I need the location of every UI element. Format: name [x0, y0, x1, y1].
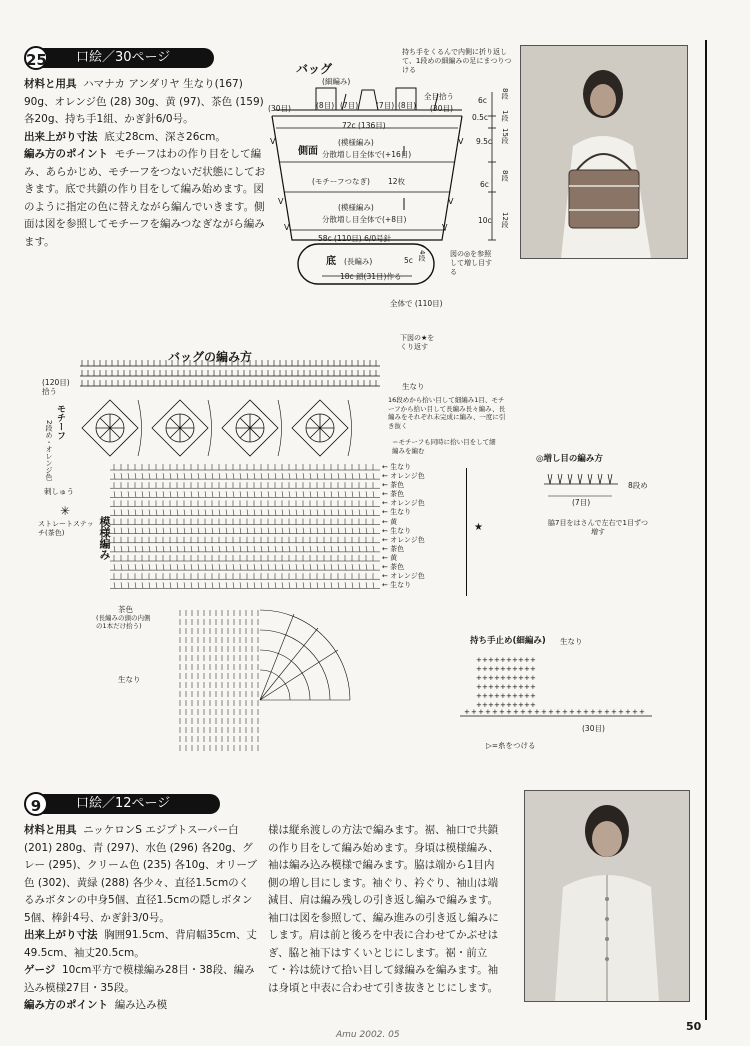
pattern-9-col-right [268, 822, 502, 997]
svg-text:+: + [530, 665, 536, 673]
row-color-label: ← 黄 [382, 553, 398, 562]
row-color-list [382, 463, 448, 590]
svg-text:+: + [471, 708, 477, 716]
svg-text:+: + [524, 656, 530, 664]
svg-text:+: + [494, 665, 500, 673]
svg-text:+: + [576, 708, 582, 716]
increase-seven: (7目) [572, 498, 591, 507]
straight-stitch-icon: ✳ [60, 504, 71, 518]
pieces-label: 12枚 [388, 177, 406, 186]
row-color-label: ← オレンジ色 [382, 535, 425, 544]
handle-label: (細編み) [322, 77, 351, 86]
svg-text:+: + [534, 708, 540, 716]
svg-text:+: + [512, 674, 518, 682]
handle-chart-svg [460, 650, 660, 730]
svg-text:+: + [639, 708, 645, 716]
dim-3: 9.5c [476, 137, 493, 146]
note-motif-text: ＝モチーフも同時に拾い目をして細編みを編む [392, 438, 496, 455]
bottom-stitch-label: (長編み) [344, 257, 373, 266]
pattern-9-number: 9 [24, 792, 48, 816]
kinari-bottom-label: 生なり [118, 675, 141, 684]
bag-photo-figure [521, 46, 687, 258]
chart-main-title: バッグの編み方 [168, 350, 253, 364]
cardigan-photo [524, 790, 690, 1002]
svg-text:+: + [524, 683, 530, 691]
bag-photo [520, 45, 688, 259]
p9-gauge-text: 10cm平方で模様編み28目・38段、編み込み模様27目・35段。 [24, 964, 255, 994]
svg-text:+: + [485, 708, 491, 716]
svg-text:+: + [476, 674, 482, 682]
svg-text:+: + [530, 656, 536, 664]
svg-text:+: + [500, 692, 506, 700]
pattern-9-header-text: 口絵／12ページ [76, 796, 171, 811]
row-color-label: ← 生なり [382, 581, 412, 590]
row-color-label: ← オレンジ色 [382, 499, 425, 508]
svg-text:+: + [597, 708, 603, 716]
materials-text: ハマナカ アンダリヤ 生なり(167) 90g、オレンジ色 (28) 30g、黄 (97)、茶色 (159) 各20g、持ち手1組、かぎ針6/0号。 [24, 78, 264, 125]
pattern-25-number: 25 [24, 46, 48, 70]
row-5: 12段 [501, 212, 509, 228]
top-left-count: (30目) [268, 104, 291, 113]
svg-text:+: + [506, 692, 512, 700]
svg-text:+: + [500, 665, 506, 673]
row-120-label: (120目)拾う [42, 378, 70, 396]
top-right-count: (30目) [430, 104, 453, 113]
row-color-label: ← オレンジ色 [382, 472, 425, 481]
row-color-label: ← 茶色 [382, 563, 405, 572]
size-label: 出来上がり寸法 [24, 130, 98, 143]
svg-text:+: + [488, 692, 494, 700]
svg-text:+: + [476, 692, 482, 700]
seven-count-b: (7目) [376, 101, 395, 110]
handle-chart-kinari: 生なり [560, 637, 583, 646]
p9-materials-label: 材料と用具 [24, 824, 77, 836]
svg-text:+: + [482, 692, 488, 700]
svg-text:+: + [476, 665, 482, 673]
svg-text:+: + [488, 683, 494, 691]
main-chart-svg [70, 330, 400, 760]
motif-join-label: (モチーフつなぎ) [312, 177, 370, 186]
row-3: 15段 [501, 128, 509, 144]
svg-text:+: + [488, 701, 494, 709]
chart-bottom-note [96, 614, 154, 630]
svg-text:+: + [512, 701, 518, 709]
star-bracket [466, 468, 467, 596]
four-rows-label: 4段 [418, 250, 426, 262]
row-color-label: ← 生なり [382, 508, 412, 517]
increase-16-label: 分散増し目全体で(+16目) [322, 150, 412, 159]
svg-text:+: + [524, 701, 530, 709]
svg-text:+: + [500, 683, 506, 691]
pattern-25-header-text: 口絵／30ページ [76, 50, 171, 65]
top-note-text: 下図の★をくり返す [400, 334, 435, 351]
svg-text:+: + [500, 674, 506, 682]
svg-text:V: V [270, 137, 276, 146]
svg-text:+: + [494, 692, 500, 700]
svg-text:+: + [506, 683, 512, 691]
svg-text:+: + [506, 674, 512, 682]
handle-chart-thirty: (30目) [582, 724, 605, 733]
points-label: 編み方のポイント [24, 148, 108, 160]
svg-text:V: V [284, 223, 290, 232]
svg-text:+: + [524, 674, 530, 682]
svg-text:+: + [512, 692, 518, 700]
increase-8-label: 分散増し目全体で(+8目) [322, 215, 407, 224]
svg-text:+: + [492, 708, 498, 716]
svg-text:+: + [494, 674, 500, 682]
svg-text:+: + [618, 708, 624, 716]
row-color-label: ← 生なり [382, 463, 412, 471]
chart-bottom-note-text: (長編みの頭の内側の1本だけ拾う) [96, 614, 151, 630]
p9-points-text-b: 様は縦糸渡しの方法で編みます。裾、袖口で共鎖の作り目をして編み始めます。身頃は模様編み、袖は編み込み模様で編みます。脇は端から1目内側の増し目にします。袖ぐり、衿ぐり、袖山は端減目、肩は編み残しの引き返し編みで編みます。袖口は図を参照して、編み進みの引き返し編みにします。肩は前と後ろを中表に合わせてかぶせはぎ、脇と袖下はすくいとじにします。裾・前立て・衿は続けて拾い目して縁編みを編みます。袖は身頃と中表に合わせて引き抜きとじにします。 [268, 824, 499, 994]
svg-text:+: + [506, 665, 512, 673]
row-2: 1段 [501, 110, 509, 122]
pattern-25-header-bar [40, 48, 214, 68]
svg-text:+: + [518, 665, 524, 673]
svg-text:+: + [464, 708, 470, 716]
svg-text:+: + [500, 701, 506, 709]
svg-text:+: + [524, 665, 530, 673]
svg-text:+: + [632, 708, 638, 716]
svg-text:+: + [494, 656, 500, 664]
svg-text:+: + [512, 656, 518, 664]
svg-text:V: V [448, 197, 454, 206]
svg-text:+: + [518, 674, 524, 682]
eight-count-b: (8目) [398, 101, 417, 110]
points-text: モチーフはわの作り目をして編み、あらかじめ、モチーフをつないだ状態にしておきます。底で共鎖の作り目をして編み始めます。図のように指定の色に替えながら編んでいきます。側面は図を参照してモチーフを編みつなぎながら編みます。 [24, 148, 266, 248]
pattern-stitch-label: (模様編み) [338, 138, 374, 147]
svg-text:+: + [506, 701, 512, 709]
increase-row8: 8段め [628, 481, 648, 490]
svg-text:V: V [278, 197, 284, 206]
p9-points-label: 編み方のポイント [24, 999, 108, 1011]
bottom-note-text: 図の◎を参照して増し目する [450, 250, 492, 276]
svg-text:+: + [611, 708, 617, 716]
handle-tab-3 [358, 90, 378, 110]
eight-count-a: (8目) [316, 101, 335, 110]
bag-diagram-title: バッグ [296, 62, 333, 76]
pattern-9-col-left [24, 822, 258, 1015]
svg-text:+: + [527, 708, 533, 716]
svg-text:+: + [500, 656, 506, 664]
svg-text:+: + [530, 674, 536, 682]
row-color-label: ← 茶色 [382, 481, 405, 490]
svg-text:+: + [482, 683, 488, 691]
svg-text:+: + [518, 683, 524, 691]
svg-text:+: + [604, 708, 610, 716]
svg-text:+: + [476, 701, 482, 709]
footer-page-number: 50 [686, 1020, 702, 1033]
svg-text:+: + [518, 701, 524, 709]
dim-5: 10c [478, 216, 492, 225]
footer-imprint: Amu 2002. 05 [336, 1030, 400, 1040]
svg-text:+: + [488, 674, 494, 682]
bottom-width-label: 58c (110目) 6/0号針 [318, 234, 392, 243]
svg-text:+: + [476, 683, 482, 691]
row-color-label: ← オレンジ色 [382, 572, 425, 581]
p9-points-text-a: 編み込み模 [114, 999, 168, 1011]
svg-text:+: + [541, 708, 547, 716]
p9-size-text: 胸囲91.5cm、背肩幅35cm、丈49.5cm、袖丈20.5cm。 [24, 929, 257, 959]
kinari-top-label: 生なり [402, 382, 425, 391]
note-motif [392, 438, 502, 455]
svg-text:+: + [530, 701, 536, 709]
pattern-9-header [24, 792, 220, 816]
note-16-text: 16段めから拾い目して細編み1目、モチーフから拾い目して長編み長々編み、長編みをそれぞれ未完成に編み、一度に引き抜く [388, 396, 506, 430]
svg-text:+: + [530, 692, 536, 700]
motif-label: モチーフ [55, 404, 65, 440]
materials-label: 材料と用具 [24, 78, 77, 90]
row-color-label: ← 茶色 [382, 490, 405, 499]
svg-text:+: + [482, 665, 488, 673]
size-text: 底丈28cm、深さ26cm。 [104, 130, 226, 143]
svg-text:+: + [569, 708, 575, 716]
top-width: 72c (136目) [342, 121, 386, 130]
svg-text:+: + [488, 656, 494, 664]
p9-size-label: 出来上がり寸法 [24, 929, 98, 941]
pattern-25-header [24, 46, 214, 70]
svg-text:+: + [520, 708, 526, 716]
svg-text:+: + [482, 656, 488, 664]
svg-text:+: + [506, 656, 512, 664]
svg-text:+: + [506, 708, 512, 716]
svg-text:+: + [583, 708, 589, 716]
note-16 [388, 396, 506, 430]
increase-title: ◎増し目の編み方 [536, 454, 603, 464]
straight-stitch-label [38, 520, 98, 538]
star-mark: ★ [474, 522, 483, 533]
svg-text:V: V [442, 223, 448, 232]
svg-text:+: + [494, 683, 500, 691]
svg-text:+: + [562, 708, 568, 716]
svg-text:+: + [476, 656, 482, 664]
pattern-stitch-label-2: (模様編み) [338, 203, 374, 212]
chain-start-label: 18c 鎖(31目)作る [340, 272, 402, 281]
svg-text:+: + [555, 708, 561, 716]
bottom-note [450, 250, 492, 277]
pattern-9-header-bar [40, 794, 220, 814]
five-c-label: 5c [404, 256, 413, 265]
svg-text:+: + [482, 701, 488, 709]
pattern-label: 模様編み [98, 516, 111, 560]
increase-note-text: 脇7目をはさんで左右で1目ずつ増す [548, 519, 648, 536]
dim-4: 6c [480, 180, 489, 189]
bottom-label: 底 [326, 256, 336, 267]
svg-text:+: + [499, 708, 505, 716]
tea-color-label: 茶色 [118, 605, 133, 614]
increase-note [548, 519, 648, 537]
row-color-label: ← 生なり [382, 526, 412, 535]
dim-1: 6c [478, 96, 487, 105]
svg-text:+: + [513, 708, 519, 716]
svg-text:+: + [548, 708, 554, 716]
svg-text:+: + [625, 708, 631, 716]
svg-text:+: + [590, 708, 596, 716]
whole-count-label: 全体で (110目) [390, 299, 443, 308]
handle-chart-legend: ▷=糸をつける [486, 741, 536, 750]
svg-text:+: + [518, 656, 524, 664]
row-color-label: ← 黄 [382, 517, 398, 526]
svg-text:+: + [530, 683, 536, 691]
p9-materials-text: ニッケロンS エジプトスーパー白 (201) 280g、青 (297)、水色 (296) 各20g、グレー (295)、クリーム色 (235) 各10g、オリーブ色 (302)、黄緑 (288) 各少々、直径1.5cmのくるみボタンの中身5個、直径1.5cmの隠しボタン5個、棒針4号、かぎ針3/0号。 [24, 824, 257, 924]
motif-sub-label: 2段め・オレンジ色 [45, 420, 53, 481]
svg-text:+: + [482, 674, 488, 682]
seven-count-a: (7目) [340, 101, 359, 110]
svg-text:+: + [512, 665, 518, 673]
p9-gauge-label: ゲージ [24, 964, 56, 976]
svg-text:V: V [458, 137, 464, 146]
right-margin-rule [705, 40, 707, 1020]
pattern-25-description [24, 76, 274, 251]
svg-text:+: + [494, 701, 500, 709]
row-4: 8段 [501, 170, 509, 182]
cardigan-photo-figure [525, 791, 689, 1001]
embroidery-label: 刺しゅう [44, 487, 74, 496]
svg-text:+: + [518, 692, 524, 700]
handle-chart-title: 持ち手止め(細編み) [470, 636, 546, 646]
handle-note [402, 48, 517, 75]
svg-text:+: + [512, 683, 518, 691]
svg-text:+: + [524, 692, 530, 700]
row-color-label: ← 茶色 [382, 544, 405, 553]
straight-stitch-text: ストレートステッチ(茶色) [38, 520, 94, 537]
svg-text:+: + [478, 708, 484, 716]
svg-text:+: + [488, 665, 494, 673]
dim-2: 0.5c [472, 113, 489, 122]
handle-note-text: 持ち手をくるんで内側に折り返して、1段めの細編みの足にまつりつける [402, 48, 512, 74]
side-label: 側面 [298, 146, 318, 157]
whole-pick-label: 全目拾う [424, 92, 454, 101]
row-1: 8段 [501, 88, 509, 100]
top-note [400, 334, 440, 352]
